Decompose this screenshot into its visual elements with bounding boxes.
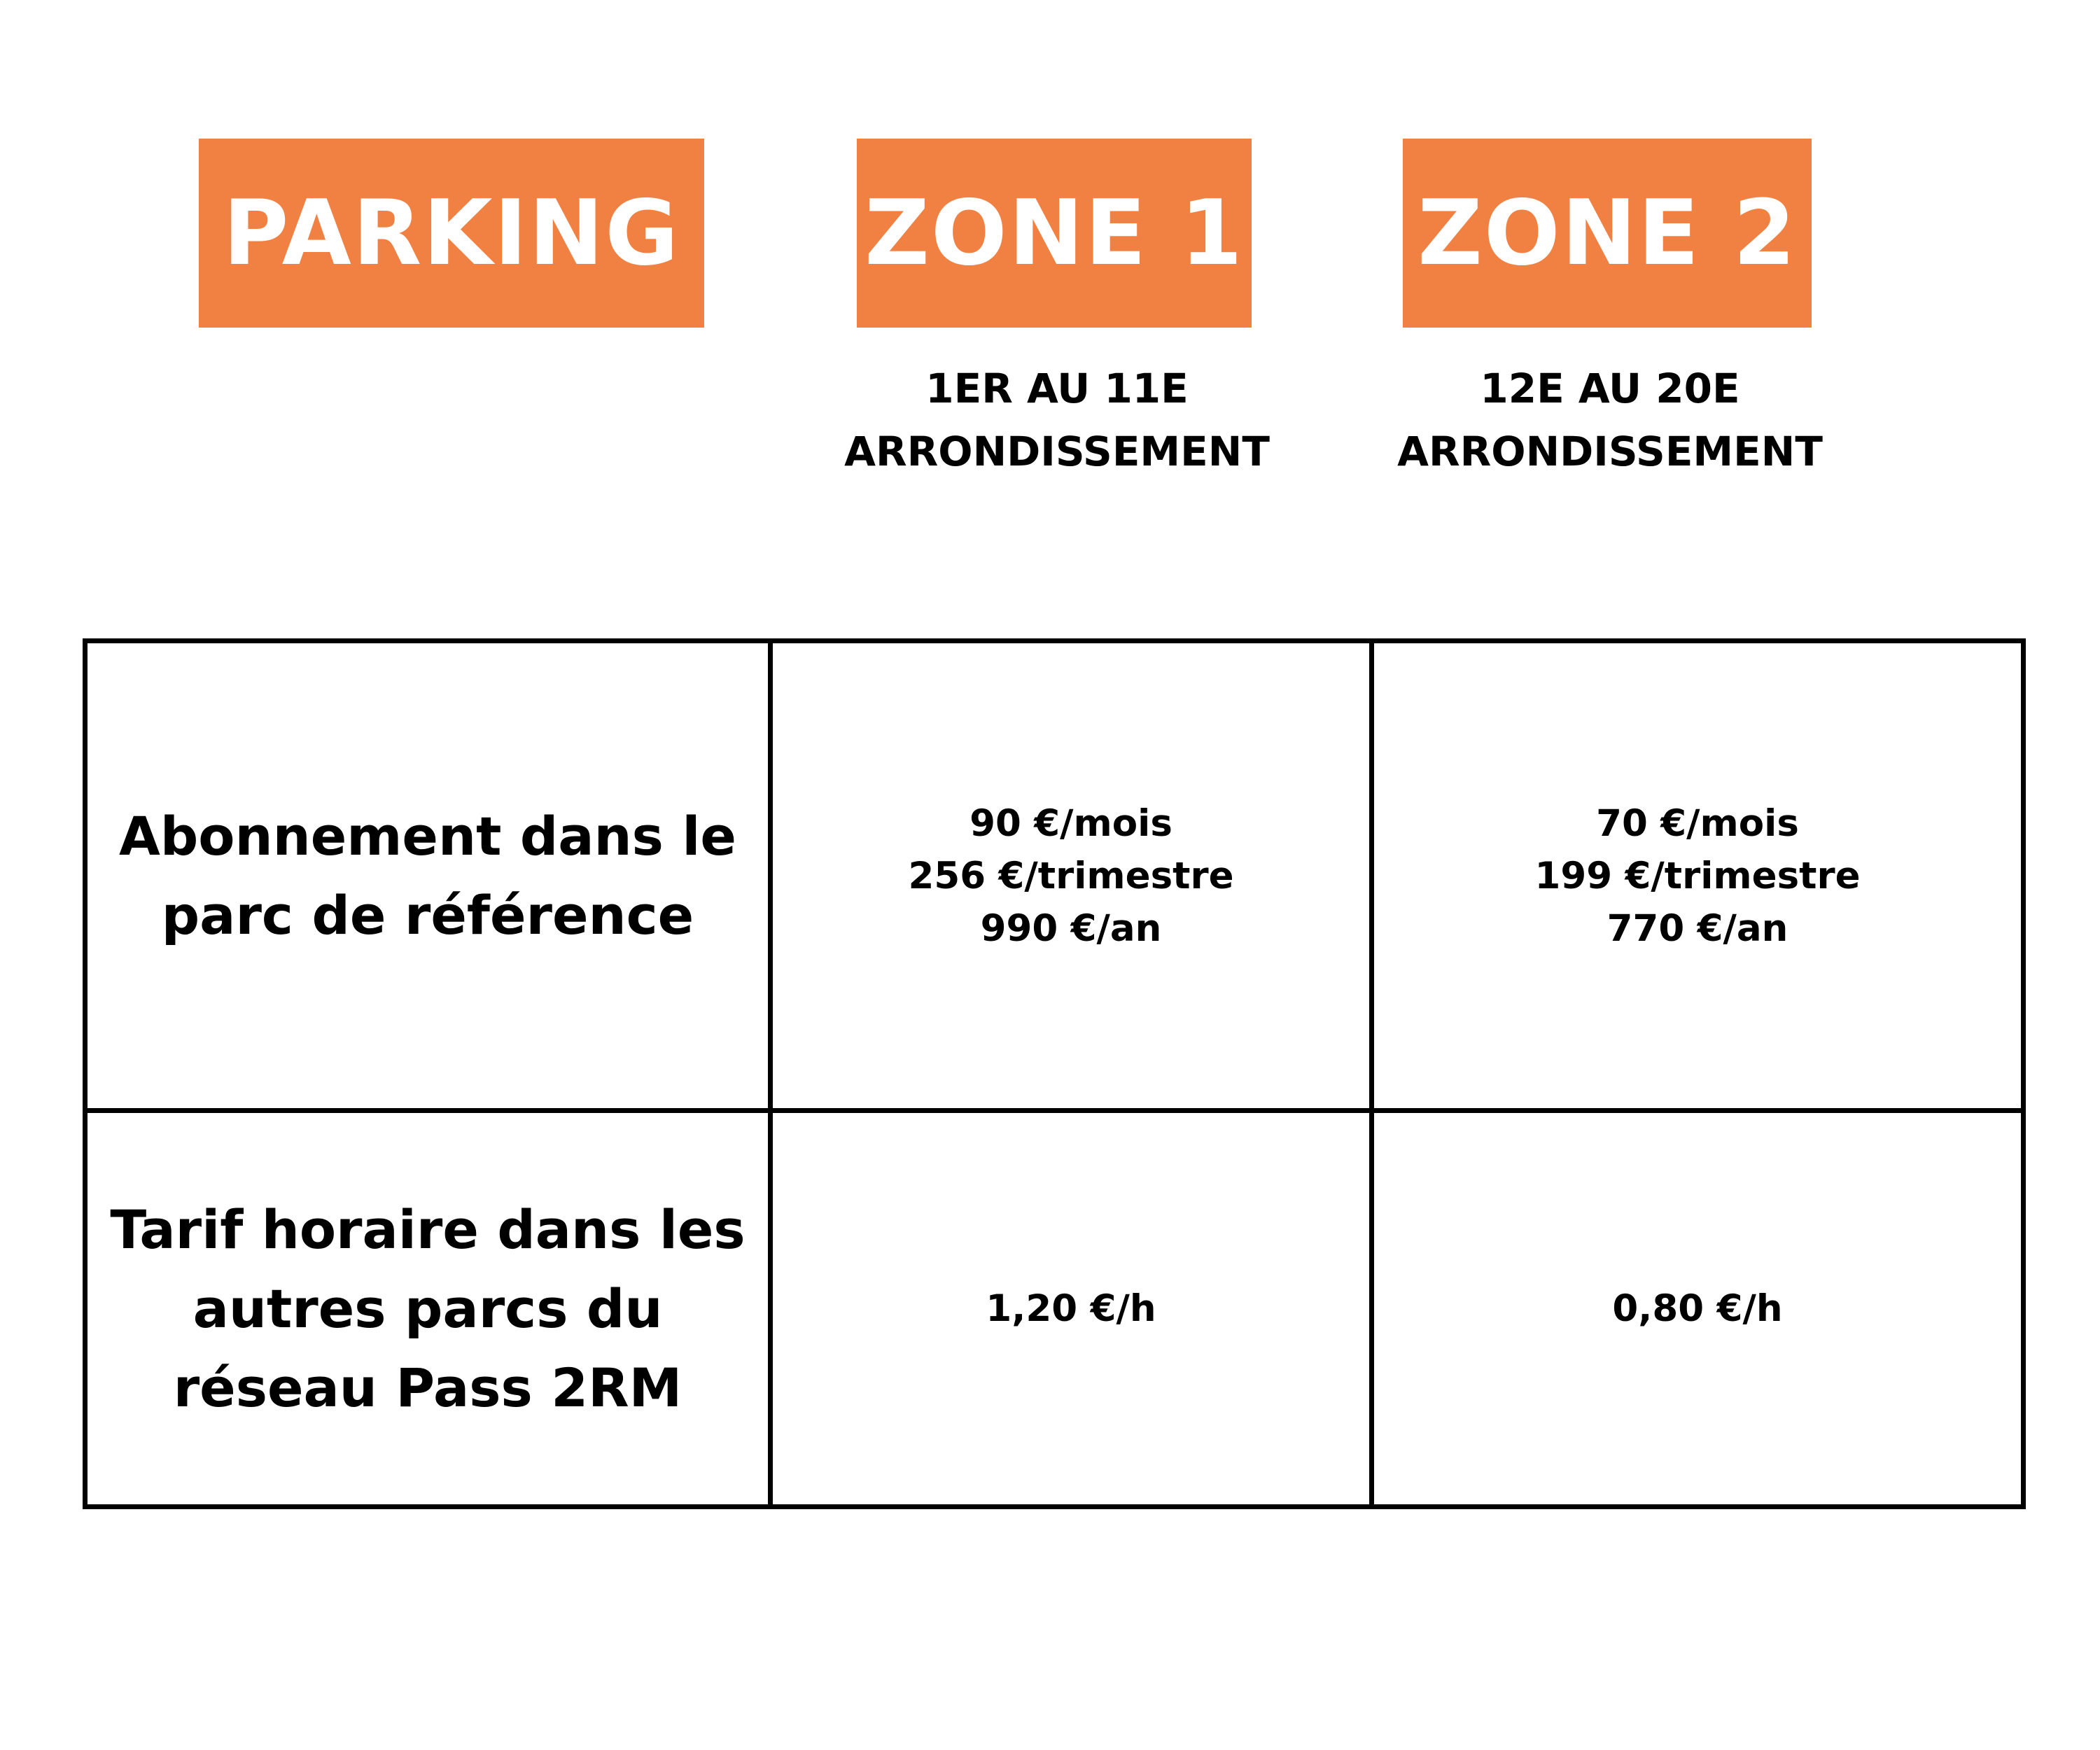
- zone1-subtitle-line1: 1ER AU 11E: [925, 365, 1189, 412]
- zone1-hourly-rate: [773, 1113, 1374, 1504]
- row-label-line: autres parcs du: [192, 1278, 663, 1340]
- zone2-subtitle-line1: 12E AU 20E: [1480, 365, 1740, 412]
- row-label-subscription: [88, 643, 773, 1113]
- zone2-subscription-prices: [1374, 643, 2021, 1113]
- price-line: 199 €/trimestre: [1534, 854, 1861, 897]
- zone1-banner: [857, 139, 1252, 328]
- row-label-line: réseau Pass 2RM: [173, 1357, 682, 1419]
- price-line: 70 €/mois: [1596, 802, 1799, 845]
- price-line: 990 €/an: [980, 906, 1162, 950]
- pricing-table: [83, 638, 2026, 1509]
- zone1-subtitle: [826, 357, 1288, 483]
- price-line: 90 €/mois: [969, 802, 1172, 845]
- price-line: 0,80 €/h: [1612, 1287, 1783, 1330]
- parking-banner: [199, 139, 704, 328]
- parking-banner-label: PARKING: [223, 181, 680, 286]
- zone2-subtitle: [1379, 357, 1841, 483]
- zone1-subscription-prices: [773, 643, 1374, 1113]
- row-label-hourly-rate: [88, 1113, 773, 1504]
- price-line: 770 €/an: [1606, 906, 1788, 950]
- price-line: 1,20 €/h: [986, 1287, 1156, 1330]
- price-line: 256 €/trimestre: [908, 854, 1234, 897]
- zone2-subtitle-line2: ARRONDISSEMENT: [1397, 428, 1823, 475]
- row-label-line: parc de référence: [161, 884, 694, 946]
- zone1-banner-label: ZONE 1: [864, 181, 1244, 286]
- row-label-line: Abonnement dans le: [119, 805, 736, 867]
- zone2-banner: [1403, 139, 1812, 328]
- zone2-banner-label: ZONE 2: [1418, 181, 1797, 286]
- zone1-subtitle-line2: ARRONDISSEMENT: [844, 428, 1270, 475]
- row-label-line: Tarif horaire dans les: [110, 1198, 746, 1261]
- zone2-hourly-rate: [1374, 1113, 2021, 1504]
